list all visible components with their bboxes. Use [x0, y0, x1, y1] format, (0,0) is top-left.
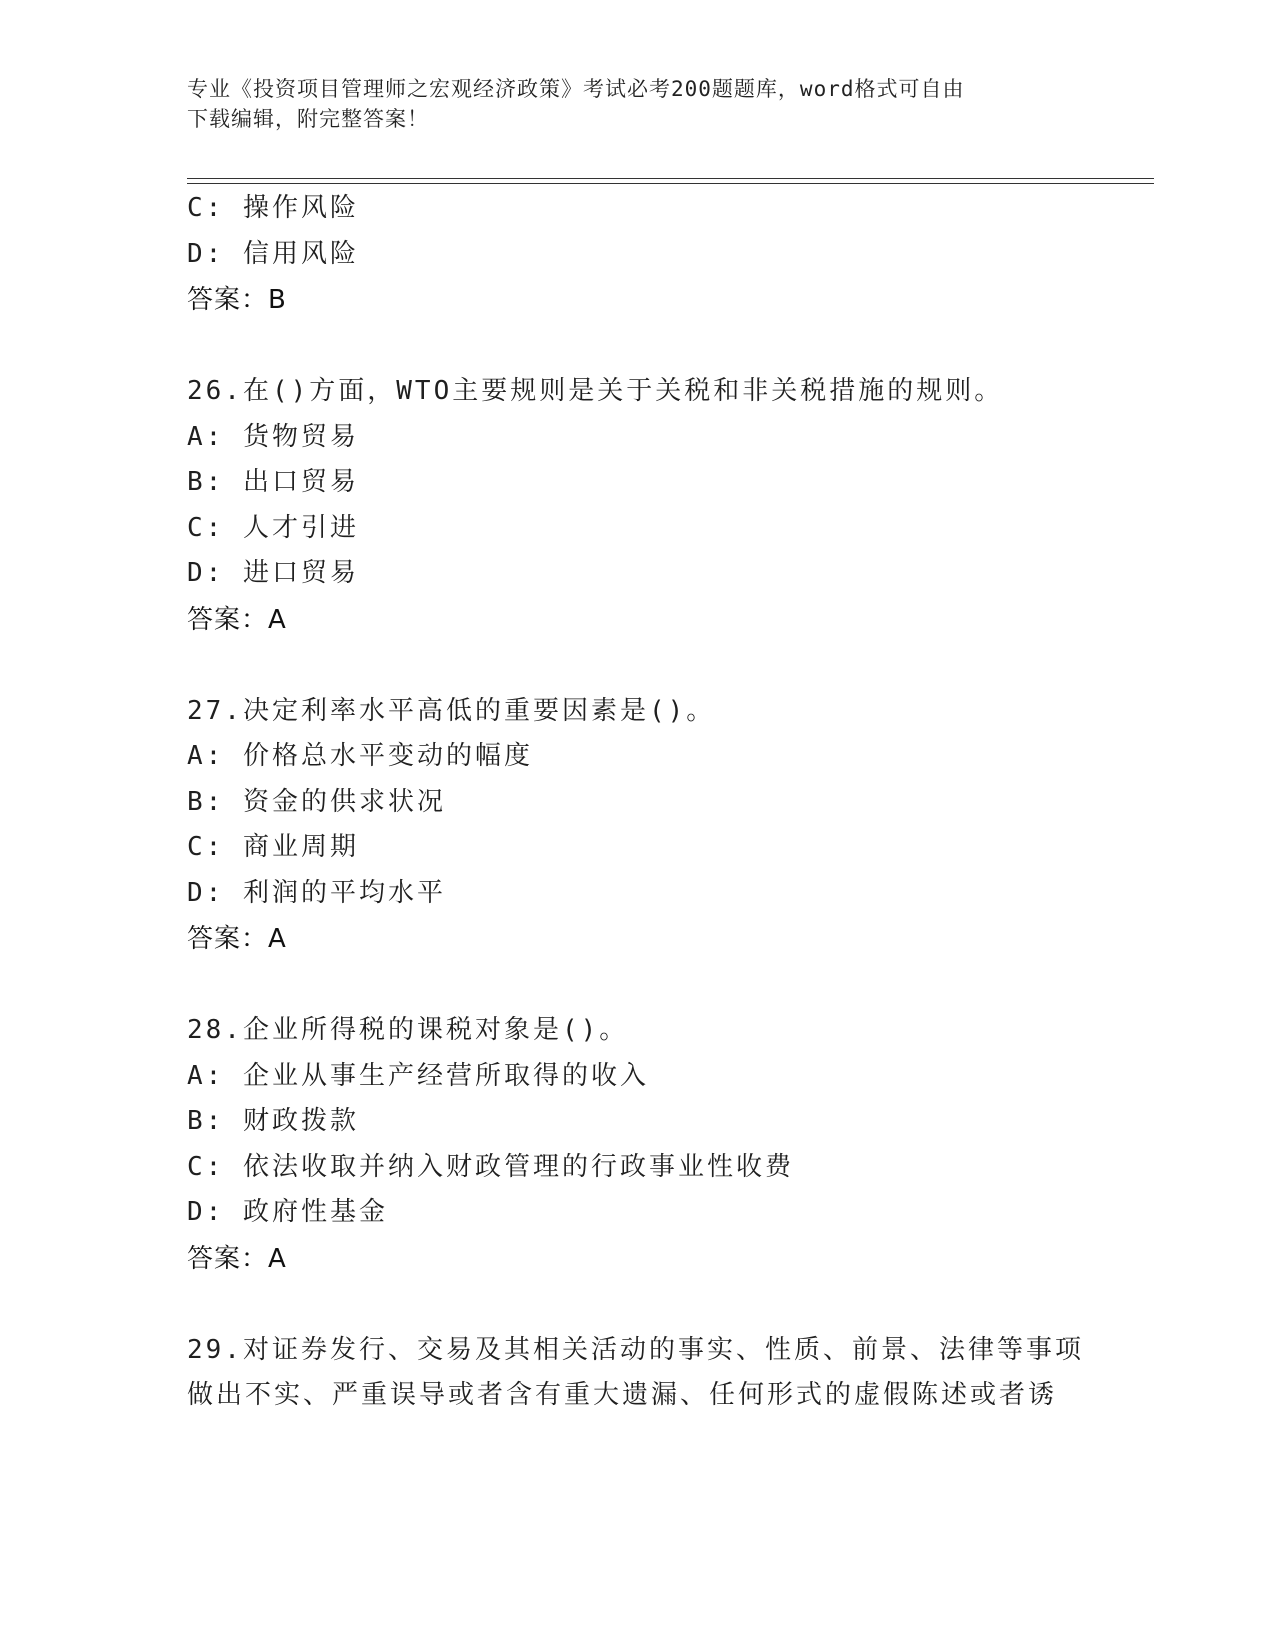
question-block-25	[187, 186, 1147, 323]
question-list	[187, 186, 1147, 1419]
option-d: D: 信用风险	[187, 238, 359, 269]
option-c: C: 依法收取并纳入财政管理的行政事业性收费	[187, 1151, 794, 1182]
header-line-2: 下载编辑，附完整答案！	[187, 107, 429, 131]
option-b: B: 出口贸易	[187, 467, 359, 497]
document-header	[187, 74, 1087, 134]
option-d: D: 政府性基金	[187, 1197, 388, 1227]
spacer	[187, 962, 1147, 1008]
option-a: A: 价格总水平变动的幅度	[187, 741, 533, 771]
header-rule-bottom	[187, 183, 1154, 184]
option-d: D: 利润的平均水平	[187, 877, 446, 908]
option-d: D: 进口贸易	[187, 558, 359, 588]
question-block-27	[187, 689, 1147, 963]
option-a: A: 货物贸易	[187, 421, 359, 452]
option-b: B: 资金的供求状况	[187, 786, 446, 817]
question-block-29	[187, 1328, 1147, 1419]
option-b: B: 财政拨款	[187, 1106, 359, 1136]
question-stem: 27.决定利率水平高低的重要因素是()。	[187, 695, 716, 726]
answer-line: 答案：A	[187, 924, 287, 954]
answer-line: 答案：B	[187, 285, 287, 315]
answer-line: 答案：A	[187, 1243, 287, 1274]
question-stem: 28.企业所得税的课税对象是()。	[187, 1015, 629, 1045]
question-stem-line-1: 29.对证券发行、交易及其相关活动的事实、性质、前景、法律等事项	[187, 1334, 1084, 1365]
question-block-26	[187, 369, 1147, 643]
option-a: A: 企业从事生产经营所取得的收入	[187, 1060, 649, 1091]
question-stem: 26.在()方面，WTO主要规则是关于关税和非关税措施的规则。	[187, 376, 1004, 406]
header-line-1: 专业《投资项目管理师之宏观经济政策》考试必考200题题库，word格式可自由	[187, 77, 965, 101]
spacer	[187, 643, 1147, 689]
option-c: C: 人才引进	[187, 512, 359, 543]
option-c: C: 商业周期	[187, 832, 359, 862]
spacer	[187, 1282, 1147, 1328]
answer-line: 答案：A	[187, 604, 287, 635]
question-block-28	[187, 1008, 1147, 1282]
option-c: C: 操作风险	[187, 193, 359, 223]
header-rule-top	[187, 178, 1154, 179]
question-stem-line-2: 做出不实、严重误导或者含有重大遗漏、任何形式的虚假陈述或者诱	[187, 1380, 1058, 1410]
spacer	[187, 323, 1147, 369]
